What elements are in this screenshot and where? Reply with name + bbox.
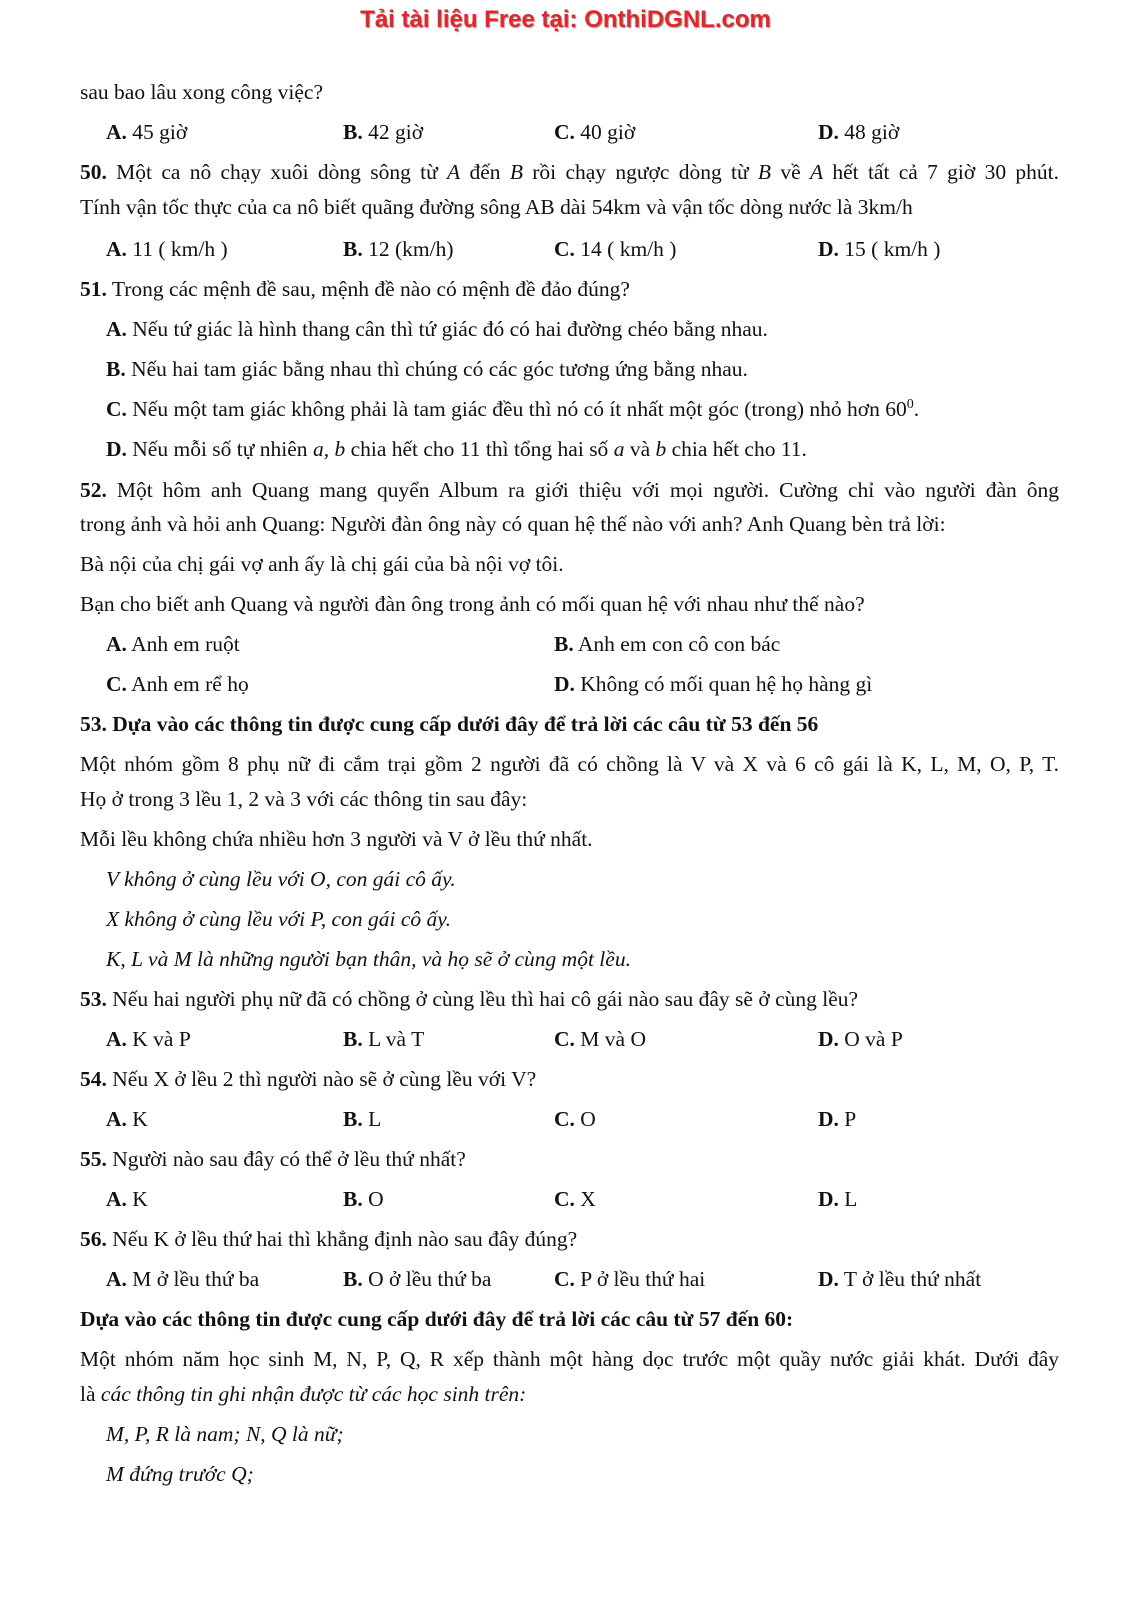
q50-option-c: C. 14 ( km/h ) bbox=[554, 237, 677, 261]
q55-option-d: D. L bbox=[818, 1187, 858, 1211]
q52-option-a: A. Anh em ruột bbox=[106, 632, 240, 656]
q54-option-b: B. L bbox=[343, 1107, 382, 1131]
block53-condition-2: X không ở cùng lều với P, con gái cô ấy. bbox=[106, 907, 451, 931]
q51-option-d: D. Nếu mỗi số tự nhiên a, b chia hết cho 11 thì tổng hai số a và b chia hết cho 11. bbox=[106, 437, 807, 461]
q53-stem: 53. Nếu hai người phụ nữ đã có chồng ở cùng lều thì hai cô gái nào sau đây sẽ ở cùng lều? bbox=[80, 987, 859, 1011]
q56-stem: 56. Nếu K ở lều thứ hai thì khẳng định nào sau đây đúng? bbox=[80, 1227, 578, 1251]
block57-line1: Một nhóm năm học sinh M, N, P, Q, R xếp thành một hàng dọc trước một quầy nước giải khát. Dưới đây bbox=[80, 1347, 1059, 1371]
q53-option-d: D. O và P bbox=[818, 1027, 903, 1051]
q53-option-b: B. L và T bbox=[343, 1027, 425, 1051]
q52-line1: 52. Một hôm anh Quang mang quyển Album ra giới thiệu với mọi người. Cường chỉ vào người đàn ông bbox=[80, 478, 1059, 502]
block57-condition-2: M đứng trước Q; bbox=[106, 1462, 254, 1486]
q53-option-c: C. M và O bbox=[554, 1027, 646, 1051]
q54-option-a: A. K bbox=[106, 1107, 148, 1131]
q50-option-d: D. 15 ( km/h ) bbox=[818, 237, 941, 261]
q51-option-b: B. Nếu hai tam giác bằng nhau thì chúng có các góc tương ứng bằng nhau. bbox=[106, 357, 748, 381]
q49-option-c: C. 40 giờ bbox=[554, 120, 636, 144]
page-header: Tải tài liệu Free tại: OnthiDGNL.com bbox=[360, 6, 771, 33]
q53-option-a: A. K và P bbox=[106, 1027, 191, 1051]
q56-option-b: B. O ở lều thứ ba bbox=[343, 1267, 492, 1291]
q52-option-c: C. Anh em rể họ bbox=[106, 672, 249, 696]
q54-option-d: D. P bbox=[818, 1107, 857, 1131]
block53-line1: Một nhóm gồm 8 phụ nữ đi cắm trại gồm 2 người đã có chồng là V và X và 6 cô gái là K, L, M, O, P, T. bbox=[80, 752, 1059, 776]
q56-option-d: D. T ở lều thứ nhất bbox=[818, 1267, 982, 1291]
block53-heading: 53. Dựa vào các thông tin được cung cấp dưới đây để trả lời các câu từ 53 đến 56 bbox=[80, 712, 819, 736]
block53-condition-3: K, L và M là những người bạn thân, và họ sẽ ở cùng một lều. bbox=[106, 947, 631, 971]
block57-condition-1: M, P, R là nam; N, Q là nữ; bbox=[106, 1422, 344, 1446]
q50-line1: 50. Một ca nô chạy xuôi dòng sông từ A đến B rồi chạy ngược dòng từ B về A hết tất cả 7 giờ 30 phút. bbox=[80, 160, 1059, 184]
q55-stem: 55. Người nào sau đây có thể ở lều thứ nhất? bbox=[80, 1147, 466, 1171]
q51-option-c: C. Nếu một tam giác không phải là tam giác đều thì nó có ít nhất một góc (trong) nhỏ hơn $60^0$. bbox=[106, 397, 920, 421]
q49-option-b: B. 42 giờ bbox=[343, 120, 424, 144]
q49-option-d: D. 48 giờ bbox=[818, 120, 900, 144]
block53-line3: Mỗi lều không chứa nhiều hơn 3 người và V ở lều thứ nhất. bbox=[80, 827, 593, 851]
q52-line4: Bạn cho biết anh Quang và người đàn ông trong ảnh có mối quan hệ với nhau như thế nào? bbox=[80, 592, 865, 616]
block57-heading: Dựa vào các thông tin được cung cấp dưới đây để trả lời các câu từ 57 đến 60: bbox=[80, 1307, 794, 1331]
q56-option-a: A. M ở lều thứ ba bbox=[106, 1267, 260, 1291]
q49-tail: sau bao lâu xong công việc? bbox=[80, 80, 323, 104]
q55-option-b: B. O bbox=[343, 1187, 384, 1211]
q50-option-b: B. 12 (km/h) bbox=[343, 237, 454, 261]
block57-line2: là các thông tin ghi nhận được từ các học sinh trên: bbox=[80, 1382, 527, 1406]
q52-line2: trong ảnh và hỏi anh Quang: Người đàn ông này có quan hệ thế nào với anh? Anh Quang bèn trả lời: bbox=[80, 512, 946, 536]
q56-option-c: C. P ở lều thứ hai bbox=[554, 1267, 706, 1291]
q51-stem: 51. Trong các mệnh đề sau, mệnh đề nào có mệnh đề đảo đúng? bbox=[80, 277, 630, 301]
q54-stem: 54. Nếu X ở lều 2 thì người nào sẽ ở cùng lều với V? bbox=[80, 1067, 537, 1091]
q55-option-a: A. K bbox=[106, 1187, 148, 1211]
q55-option-c: C. X bbox=[554, 1187, 596, 1211]
block53-condition-1: V không ở cùng lều với O, con gái cô ấy. bbox=[106, 867, 456, 891]
q50-line2: Tính vận tốc thực của ca nô biết quãng đường sông AB dài 54km và vận tốc dòng nước là 3km/h bbox=[80, 195, 913, 219]
q52-option-d: D. Không có mối quan hệ họ hàng gì bbox=[554, 672, 873, 696]
block53-line2: Họ ở trong 3 lều 1, 2 và 3 với các thông tin sau đây: bbox=[80, 787, 528, 811]
q52-line3: Bà nội của chị gái vợ anh ấy là chị gái của bà nội vợ tôi. bbox=[80, 552, 564, 576]
q52-option-b: B. Anh em con cô con bác bbox=[554, 632, 781, 656]
q50-option-a: A. 11 ( km/h ) bbox=[106, 237, 228, 261]
q49-option-a: A. 45 giờ bbox=[106, 120, 188, 144]
q54-option-c: C. O bbox=[554, 1107, 596, 1131]
q51-option-a: A. Nếu tứ giác là hình thang cân thì tứ giác đó có hai đường chéo bằng nhau. bbox=[106, 317, 768, 341]
